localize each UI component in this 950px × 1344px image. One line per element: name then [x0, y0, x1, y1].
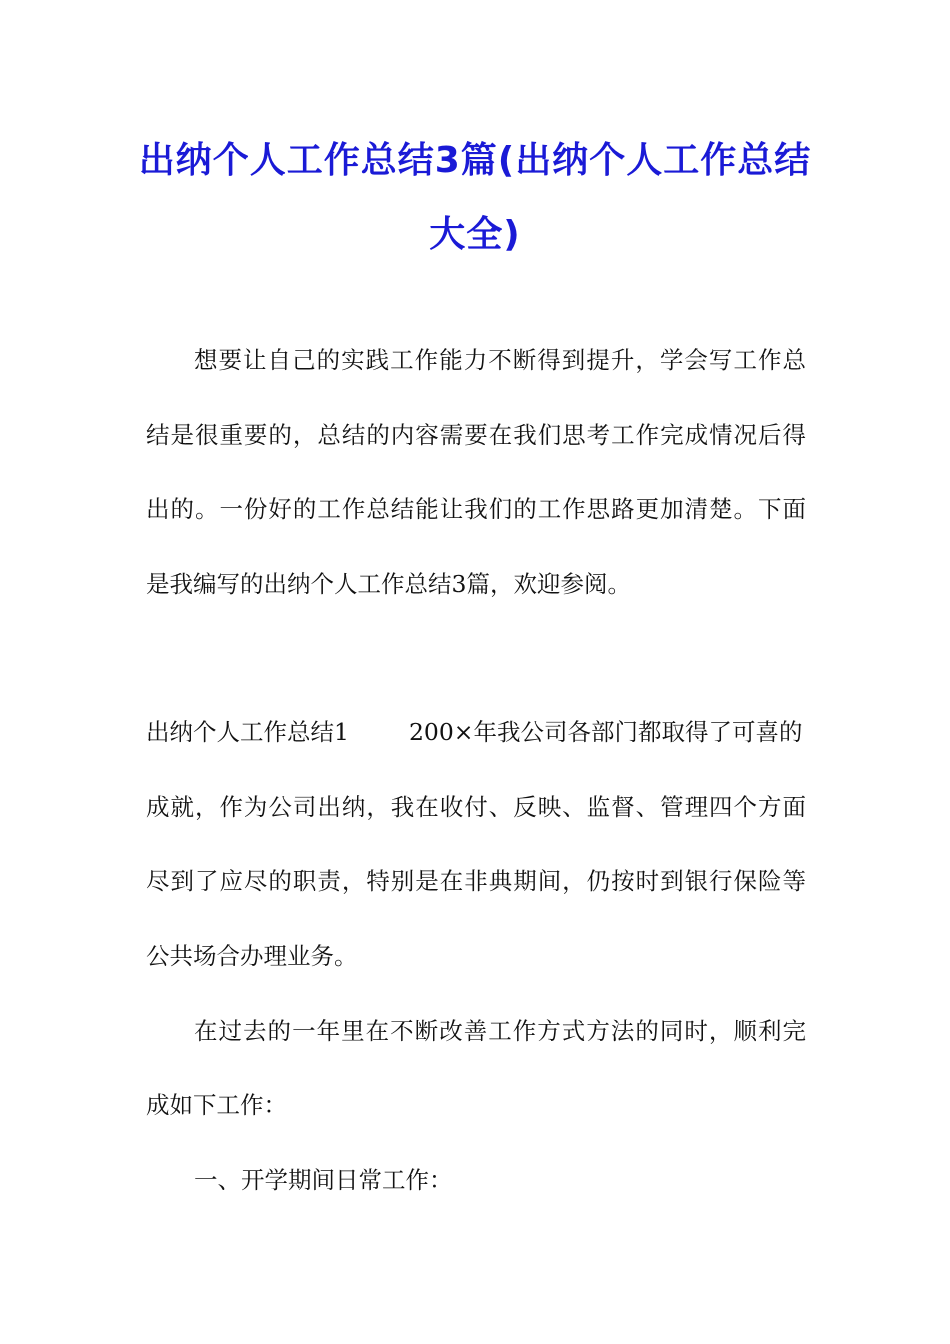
- intro-line-4: 是我编写的出纳个人工作总结3篇，欢迎参阅。: [146, 570, 631, 598]
- document-title-line-1: 出纳个人工作总结3篇(出纳个人工作总结: [138, 140, 812, 181]
- list-item-1: 一、开学期间日常工作：: [194, 1166, 453, 1194]
- document-title-line-2: 大全): [429, 214, 521, 255]
- paragraph2-line-1: 在过去的一年里在不断改善工作方式方法的同时，顺利完: [194, 1017, 806, 1045]
- section1-line-3: 尽到了应尽的职责，特别是在非典期间，仍按时到银行保险等: [146, 867, 806, 895]
- intro-line-1: 想要让自己的实践工作能力不断得到提升，学会写工作总: [194, 346, 806, 374]
- paragraph2-line-2: 成如下工作：: [146, 1091, 287, 1119]
- section1-heading: 出纳个人工作总结1: [146, 718, 349, 746]
- intro-line-3: 出的。一份好的工作总结能让我们的工作思路更加清楚。下面: [146, 495, 806, 523]
- section1-line-4: 公共场合办理业务。: [146, 942, 358, 970]
- section1-line-2: 成就，作为公司出纳，我在收付、反映、监督、管理四个方面: [146, 793, 806, 821]
- section1-first-line-text: 200×年我公司各部门都取得了可喜的: [408, 718, 803, 746]
- section1-first-line: [146, 717, 806, 747]
- intro-line-2: 结是很重要的，总结的内容需要在我们思考工作完成情况后得: [146, 421, 806, 449]
